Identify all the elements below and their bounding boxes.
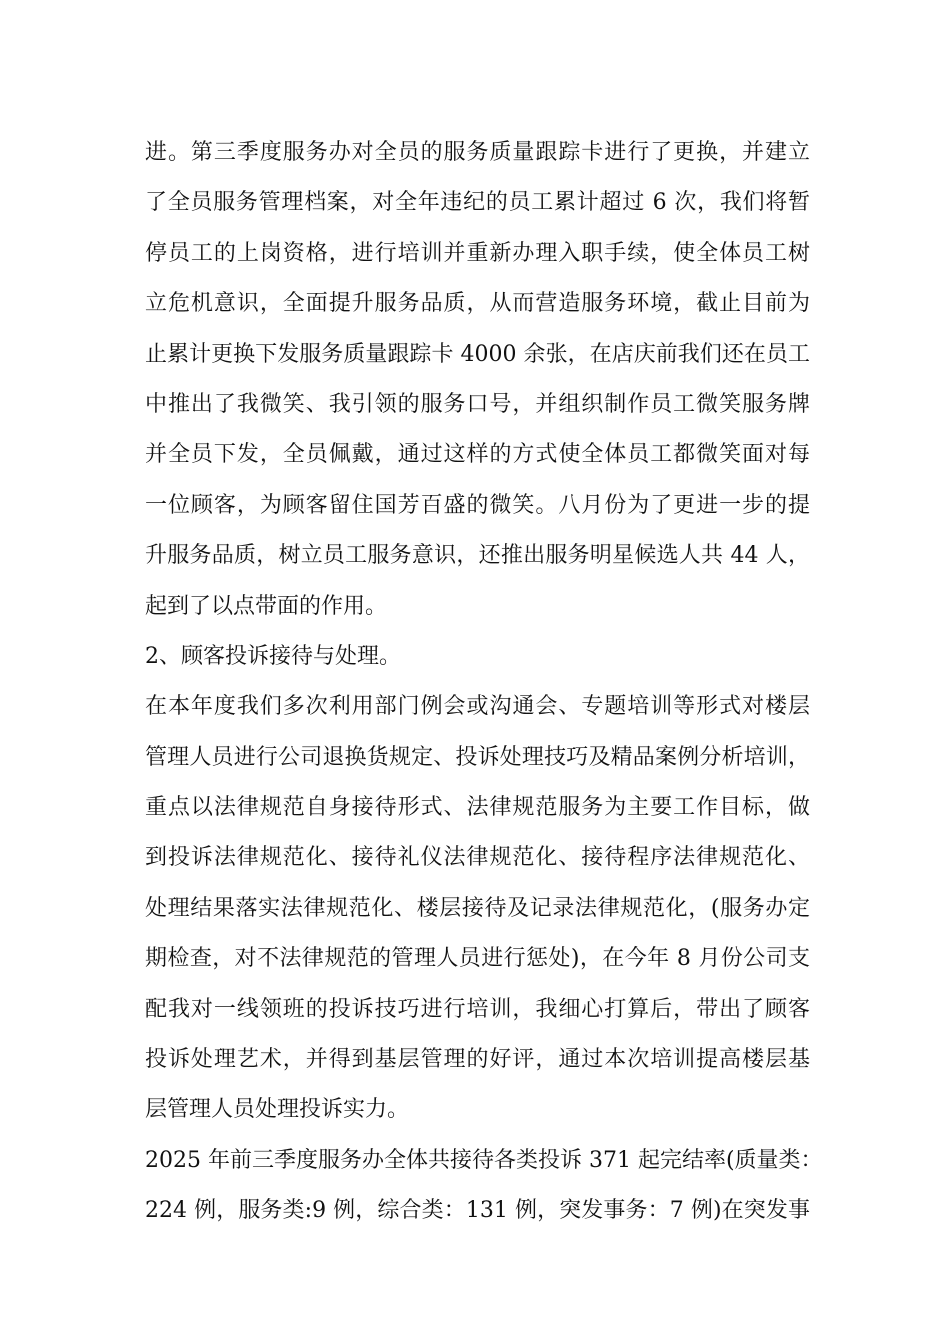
- text-line: 起到了以点带面的作用。: [145, 593, 388, 619]
- text-line: 224 例，服务类:9 例，综合类：131 例，突发事务：7 例)在突发事: [145, 1198, 810, 1224]
- text-line: 一位顾客，为顾客留住国芳百盛的微笑。八月份为了更进一步的提: [145, 492, 810, 518]
- text-line: 停员工的上岗资格，进行培训并重新办理入职手续，使全体员工树: [145, 240, 810, 266]
- text-line: 在本年度我们多次利用部门例会或沟通会、专题培训等形式对楼层: [145, 694, 810, 720]
- text-line: 2025 年前三季度服务办全体共接待各类投诉 371 起完结率(质量类：: [145, 1147, 823, 1173]
- text-line: 立危机意识，全面提升服务品质，从而营造服务环境，截止目前为: [145, 291, 810, 317]
- text-line: 并全员下发，全员佩戴，通过这样的方式使全体员工都微笑面对每: [145, 442, 810, 468]
- text-line: 了全员服务管理档案，对全年违纪的员工累计超过 6 次，我们将暂: [145, 190, 810, 216]
- text-line: 处理结果落实法律规范化、楼层接待及记录法律规范化，(服务办定: [145, 895, 810, 921]
- text-line: 中推出了我微笑、我引领的服务口号，并组织制作员工微笑服务牌: [145, 391, 810, 417]
- text-line: 到投诉法律规范化、接待礼仪法律规范化、接待程序法律规范化、: [145, 845, 810, 871]
- text-line: 重点以法律规范自身接待形式、法律规范服务为主要工作目标，做: [145, 795, 810, 821]
- text-line: 管理人员进行公司退换货规定、投诉处理技巧及精品案例分析培训，: [145, 744, 810, 770]
- text-line: 期检查，对不法律规范的管理人员进行惩处)，在今年 8 月份公司支: [145, 946, 810, 972]
- text-line: 配我对一线领班的投诉技巧进行培训，我细心打算后，带出了顾客: [145, 996, 810, 1022]
- text-line: 层管理人员处理投诉实力。: [145, 1097, 410, 1123]
- text-line: 止累计更换下发服务质量跟踪卡 4000 余张，在店庆前我们还在员工: [145, 341, 810, 367]
- text-line: 投诉处理艺术，并得到基层管理的好评，通过本次培训提高楼层基: [145, 1047, 810, 1073]
- section-heading: 2、顾客投诉接待与处理。: [145, 643, 401, 669]
- text-line: 进。第三季度服务办对全员的服务质量跟踪卡进行了更换，并建立: [145, 140, 810, 165]
- document-body: [145, 128, 823, 1237]
- text-line: 升服务品质，树立员工服务意识，还推出服务明星候选人共 44 人，: [145, 543, 810, 569]
